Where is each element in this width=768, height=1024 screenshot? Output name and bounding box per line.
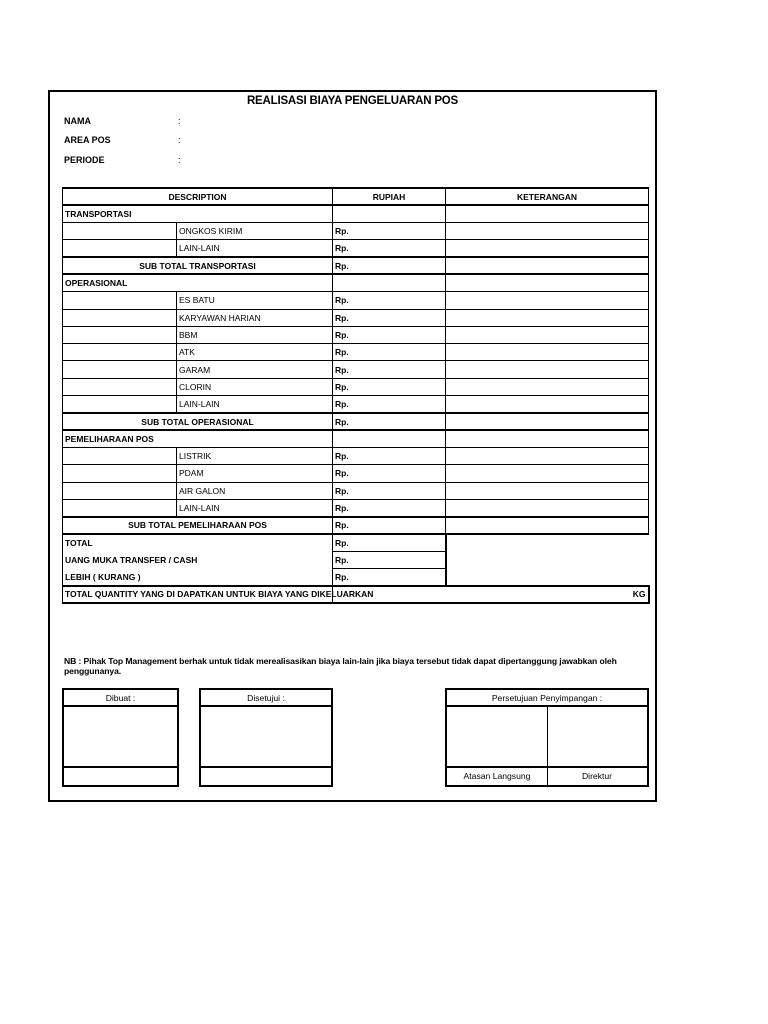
subtotal-operasional: SUB TOTAL OPERASIONAL: [63, 413, 333, 430]
rupiah-cell: Rp.: [333, 499, 446, 516]
section-row: [63, 430, 649, 447]
item-label: LAIN-LAIN: [177, 499, 333, 516]
rupiah-cell: Rp.: [333, 447, 446, 464]
expense-table: [62, 187, 650, 604]
rupiah-cell: Rp.: [333, 344, 446, 361]
periode-colon: :: [178, 155, 181, 165]
item-label: ATK: [177, 344, 333, 361]
col-rupiah: RUPIAH: [333, 188, 446, 205]
uang-muka-label: UANG MUKA TRANSFER / CASH: [63, 551, 333, 568]
col-keterangan: KETERANGAN: [446, 188, 649, 205]
rupiah-cell: Rp.: [333, 413, 446, 430]
section-pemeliharaan: PEMELIHARAAN POS: [63, 430, 333, 447]
rupiah-cell: Rp.: [333, 326, 446, 343]
rupiah-cell: Rp.: [333, 378, 446, 395]
table-row: [63, 223, 649, 240]
total-quantity-row: [63, 586, 649, 603]
table-row: [63, 292, 649, 309]
dibuat-name-field[interactable]: [64, 766, 177, 785]
total-quantity-label: TOTAL QUANTITY YANG DI DAPATKAN UNTUK BIAYA YANG DIKELUARKAN: [63, 586, 333, 603]
rupiah-cell: Rp.: [333, 292, 446, 309]
table-row: [63, 361, 649, 378]
rupiah-cell: Rp.: [333, 361, 446, 378]
total-row: [63, 534, 649, 551]
item-label: KARYAWAN HARIAN: [177, 309, 333, 326]
item-label: GARAM: [177, 361, 333, 378]
nama-colon: :: [178, 116, 181, 126]
table-row: [63, 499, 649, 516]
direktur-label: Direktur: [581, 771, 613, 781]
persetujuan-label: Persetujuan Penyimpangan :: [447, 690, 647, 707]
area-pos-label: AREA POS: [64, 135, 111, 145]
uang-muka-row: [63, 551, 649, 568]
lebih-kurang-row: [63, 569, 649, 586]
table-row: [63, 378, 649, 395]
subtotal-pemeliharaan: SUB TOTAL PEMELIHARAAN POS: [63, 517, 333, 534]
signature-box-disetujui: [199, 688, 333, 787]
disetujui-name-field[interactable]: [201, 766, 331, 785]
lebih-kurang-label: LEBIH ( KURANG ): [63, 569, 333, 586]
item-label: BBM: [177, 326, 333, 343]
subtotal-row: [63, 413, 649, 430]
rupiah-cell: Rp.: [333, 551, 446, 568]
nama-label: NAMA: [64, 116, 91, 126]
subtotal-transportasi: SUB TOTAL TRANSPORTASI: [63, 257, 333, 274]
total-label: TOTAL: [63, 534, 333, 551]
rupiah-cell: Rp.: [333, 240, 446, 257]
atasan-label: Atasan Langsung: [463, 771, 531, 781]
table-row: [63, 465, 649, 482]
rupiah-cell: Rp.: [333, 465, 446, 482]
table-row: [63, 344, 649, 361]
disetujui-label: Disetujui :: [201, 690, 331, 707]
note-text: NB : Pihak Top Management berhak untuk tidak merealisasikan biaya lain-lain jika biaya tersebut tidak dapat dipertanggung jawabkan oleh penggunanya.: [64, 656, 617, 676]
item-label: ES BATU: [177, 292, 333, 309]
subtotal-row: [63, 257, 649, 274]
form-title: REALISASI BIAYA PENGELUARAN POS: [246, 95, 459, 107]
item-label: AIR GALON: [177, 482, 333, 499]
table-row: [63, 326, 649, 343]
periode-label: PERIODE: [64, 155, 105, 165]
signature-box-dibuat: [62, 688, 179, 787]
signature-box-persetujuan: [445, 688, 649, 787]
item-label: ONGKOS KIRIM: [177, 223, 333, 240]
section-row: [63, 274, 649, 291]
expense-form: [48, 90, 657, 802]
section-row: [63, 205, 649, 222]
col-description: DESCRIPTION: [63, 188, 333, 205]
rupiah-cell: Rp.: [333, 482, 446, 499]
rupiah-cell: Rp.: [333, 257, 446, 274]
item-label: LAIN-LAIN: [177, 240, 333, 257]
table-row: [63, 396, 649, 413]
table-row: [63, 240, 649, 257]
table-row: [63, 482, 649, 499]
section-operasional: OPERASIONAL: [63, 274, 333, 291]
area-pos-colon: :: [178, 135, 181, 145]
item-label: PDAM: [177, 465, 333, 482]
subtotal-row: [63, 517, 649, 534]
rupiah-cell: Rp.: [333, 396, 446, 413]
rupiah-cell: Rp.: [333, 517, 446, 534]
table-row: [63, 447, 649, 464]
rupiah-cell: Rp.: [333, 534, 446, 551]
item-label: LISTRIK: [177, 447, 333, 464]
rupiah-cell: Rp.: [333, 569, 446, 586]
table-row: [63, 309, 649, 326]
section-transportasi: TRANSPORTASI: [63, 205, 333, 222]
rupiah-cell: Rp.: [333, 309, 446, 326]
rupiah-cell: Rp.: [333, 223, 446, 240]
unit-kg: KG: [333, 586, 649, 603]
item-label: CLORIN: [177, 378, 333, 395]
dibuat-label: Dibuat :: [64, 690, 177, 707]
item-label: LAIN-LAIN: [177, 396, 333, 413]
